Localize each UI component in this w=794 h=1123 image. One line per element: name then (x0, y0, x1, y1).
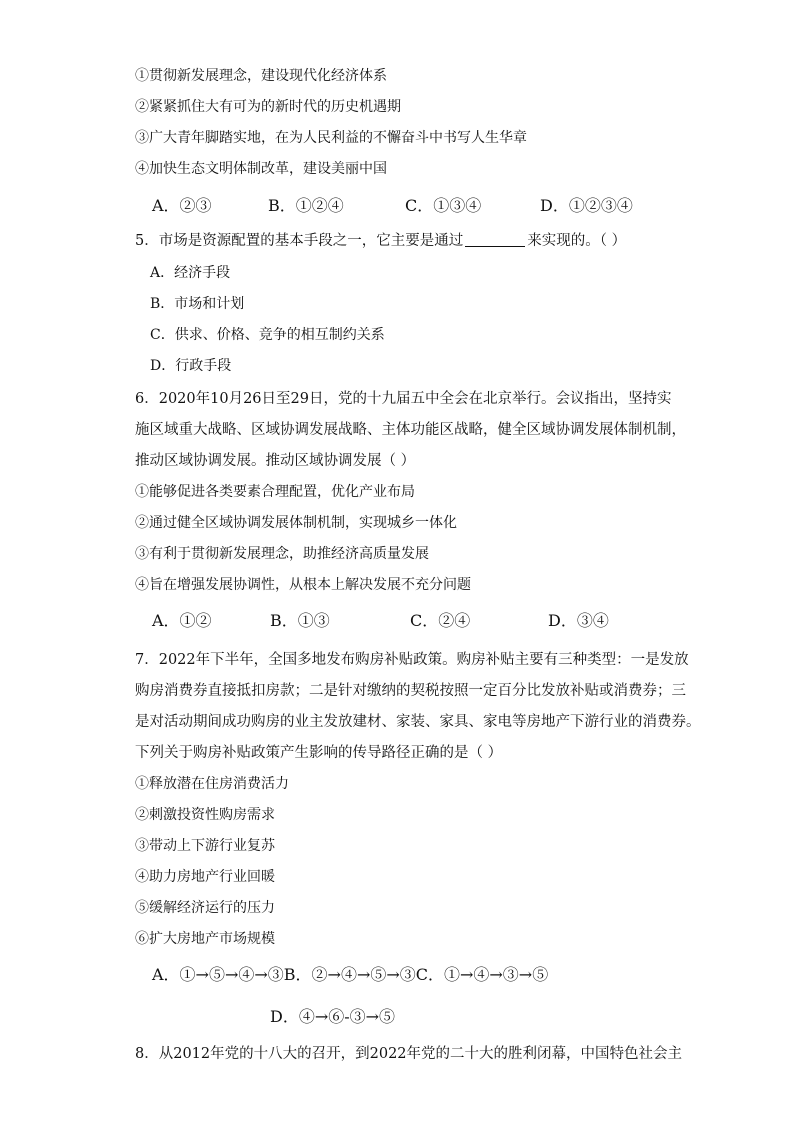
choice-d: D．①②③④ (540, 196, 633, 215)
statement-line: ③广大青年脚踏实地，在为人民利益的不懈奋斗中书写人生华章 (135, 130, 527, 146)
choice-c: C．②④ (410, 611, 471, 630)
option-b: B．市场和计划 (150, 296, 245, 312)
choice-row: A．①→⑤→④→③B．②→④→⑤→③C．①→④→③→⑤ (152, 965, 549, 984)
choice-c: C．①③④ (405, 196, 482, 215)
question-6-line: 推动区域协调发展。推动区域协调发展（ ） (135, 453, 416, 469)
choice-b: B．①②④ (268, 196, 344, 215)
choice-d: D．④→⑥-③→⑤ (270, 1007, 396, 1026)
question-6-line: 6．2020年10月26日至29日，党的十九届五中全会在北京举行。会议指出，坚持实 (135, 391, 672, 407)
question-7-line: 是对活动期间成功购房的业主发放建材、家装、家具、家电等房地产下游行业的消费券。 (135, 714, 701, 730)
option-d: D．行政手段 (150, 358, 232, 374)
statement-line: ④旨在增强发展协调性，从根本上解决发展不充分问题 (135, 577, 471, 593)
choice-d: D．③④ (548, 611, 609, 630)
question-7-line: 购房消费券直接抵扣房款；二是针对缴纳的契税按照一定百分比发放补贴或消费券；三 (135, 683, 686, 699)
statement-line: ②紧紧抓住大有可为的新时代的历史机遇期 (135, 99, 401, 115)
statement-line: ①能够促进各类要素合理配置，优化产业布局 (135, 484, 415, 500)
choice-a: A．②③ (152, 196, 212, 215)
answer-blank (465, 232, 525, 247)
choice-a: A．①② (152, 611, 212, 630)
statement-line: ⑤缓解经济运行的压力 (135, 900, 275, 916)
question-stem-part: 来实现的。（ ） (527, 233, 627, 249)
statement-line: ③带动上下游行业复苏 (135, 838, 275, 854)
question-8-line: 8．从2012年党的十八大的召开，到2022年党的二十大的胜利闭幕，中国特色社会主 (135, 1046, 683, 1062)
question-7-line: 7．2022年下半年，全国多地发布购房补贴政策。购房补贴主要有三种类型：一是发放 (135, 652, 689, 668)
statement-line: ②刺激投资性购房需求 (135, 807, 275, 823)
statement-line: ③有利于贯彻新发展理念，助推经济高质量发展 (135, 546, 429, 562)
statement-line: ②通过健全区域协调发展体制机制，实现城乡一体化 (135, 515, 457, 531)
choice-b: B．①③ (270, 611, 330, 630)
statement-line: ⑥扩大房地产市场规模 (135, 931, 275, 947)
statement-line: ①释放潜在住房消费活力 (135, 776, 289, 792)
statement-line: ④加快生态文明体制改革，建设美丽中国 (135, 161, 387, 177)
question-stem-part: 5．市场是资源配置的基本手段之一，它主要是通过 (135, 233, 464, 249)
question-5 (135, 231, 626, 251)
statement-line: ④助力房地产行业回暖 (135, 869, 275, 885)
statement-line: ①贯彻新发展理念，建设现代化经济体系 (135, 68, 387, 84)
question-7-line: 下列关于购房补贴政策产生影响的传导路径正确的是（ ） (135, 745, 503, 761)
option-a: A．经济手段 (150, 265, 231, 281)
option-c: C．供求、价格、竞争的相互制约关系 (150, 327, 385, 343)
question-6-line: 施区域重大战略、区域协调发展战略、主体功能区战略，健全区域协调发展体制机制， (135, 422, 686, 438)
